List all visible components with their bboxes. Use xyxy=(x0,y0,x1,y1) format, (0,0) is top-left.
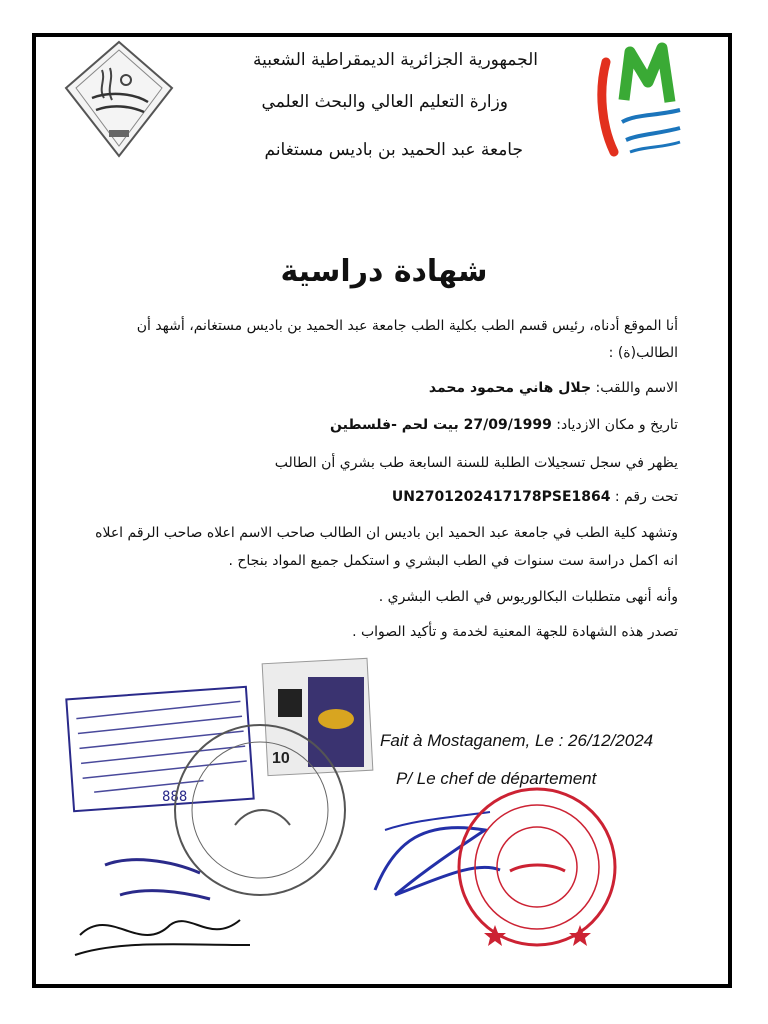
republic-heading: الجمهورية الجزائرية الديمقراطية الشعبية xyxy=(252,50,538,70)
intro-text-line2: الطالب(ة) : xyxy=(608,345,678,361)
svg-text:10: 10 xyxy=(272,750,290,767)
birth-row xyxy=(330,417,678,433)
intro-text-line1: أنا الموقع أدناه، رئيس قسم الطب بكلية الطب جامعة عبد الحميد بن باديس مستغانم، أشهد أن xyxy=(136,318,678,334)
student-name: جلال هاني محمود محمد xyxy=(428,380,592,396)
register-text: يظهر في سجل تسجيلات الطلبة للسنة السابعة طب بشري أن الطالب xyxy=(274,455,678,471)
completed-text: وأنه أنهى متطلبات البكالوريوس في الطب البشري . xyxy=(378,589,678,605)
birth-label: تاريخ و مكان الازدياد: xyxy=(556,417,678,433)
certify-text-line2: انه اكمل دراسة ست سنوات في الطب البشري و استكمل جميع المواد بنجاح . xyxy=(228,553,678,569)
university-heading: جامعة عبد الحميد بن باديس مستغانم xyxy=(264,140,523,160)
ministry-heading: وزارة التعليم العالي والبحث العلمي xyxy=(261,92,508,112)
birth-date-place: 27/09/1999 بيت لحم -فلسطين xyxy=(330,417,552,433)
registration-number-row xyxy=(392,489,678,505)
place-and-date: Fait à Mostaganem, Le : 26/12/2024 xyxy=(380,731,654,750)
certificate-title: شهادة دراسية xyxy=(280,254,488,289)
svg-text:888: 888 xyxy=(162,789,188,805)
certify-text-line1: وتشهد كلية الطب في جامعة عبد الحميد ابن باديس ان الطالب صاحب الاسم اعلاه صاحب الرقم اعلاه xyxy=(95,525,678,541)
number-label: تحت رقم : xyxy=(614,489,678,505)
embassy-legalization-stamps xyxy=(50,655,390,985)
registration-number: UN2701202417178PSE1864 xyxy=(391,489,611,505)
faculty-of-medicine-logo xyxy=(62,40,176,158)
university-of-mostaganem-logo xyxy=(596,42,686,158)
issued-text: تصدر هذه الشهادة للجهة المعنية لخدمة و تأكيد الصواب . xyxy=(352,624,678,640)
name-label: الاسم واللقب: xyxy=(595,380,678,396)
signatory-title: P/ Le chef de département xyxy=(396,769,597,788)
department-seal xyxy=(455,785,620,950)
student-name-row xyxy=(429,380,678,396)
